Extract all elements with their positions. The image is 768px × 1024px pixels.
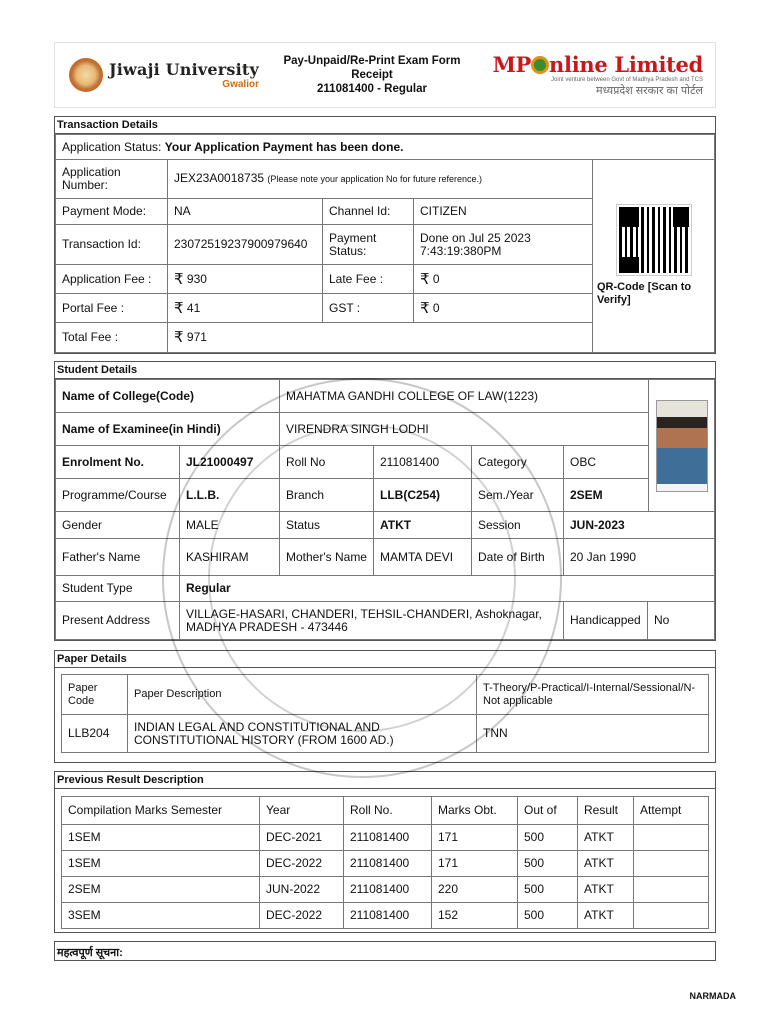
mponline-subtitle: Joint venture between Govt of Madhya Pradesh and TCS (551, 77, 703, 83)
transaction-details-section (54, 116, 716, 354)
qr-code-icon[interactable] (617, 205, 691, 275)
sem-label: Sem./Year (472, 479, 564, 512)
address-label: Present Address (56, 602, 180, 640)
result-cell: 211081400 (344, 825, 432, 851)
total-fee-label: Total Fee : (56, 323, 168, 353)
student-details-section (54, 361, 716, 641)
student-photo (656, 400, 708, 492)
rupee-icon: ₹ (174, 329, 184, 346)
father-label: Father's Name (56, 539, 180, 576)
mponline-logo (485, 52, 715, 98)
portal-fee-value: 41 (186, 300, 201, 315)
txn-value: 23072519237900979640 (168, 225, 323, 265)
section-title: Previous Result Description (55, 772, 715, 789)
category-label: Category (472, 446, 564, 479)
app-no-value: JEX23A0018735 (174, 171, 265, 185)
status-value: ATKT (374, 512, 472, 539)
university-city: Gwalior (222, 79, 259, 90)
result-cell: 500 (518, 877, 578, 903)
status-label: Status (280, 512, 374, 539)
sem-value: 2SEM (564, 479, 649, 512)
gst-label: GST : (323, 294, 414, 323)
rupee-icon: ₹ (420, 270, 430, 288)
result-header: Marks Obt. (432, 797, 518, 825)
college-label: Name of College(Code) (56, 380, 280, 413)
result-cell: 211081400 (344, 903, 432, 929)
result-cell: 500 (518, 903, 578, 929)
result-header-row (62, 797, 709, 825)
result-header: Compilation Marks Semester (62, 797, 260, 825)
receipt-title-line2: Receipt (351, 69, 393, 81)
txn-label: Transaction Id: (56, 225, 168, 265)
qr-caption: QR-Code [Scan to Verify] (597, 281, 692, 306)
category-value: OBC (564, 446, 649, 479)
result-cell (634, 903, 709, 929)
app-no-label: Application Number: (56, 160, 168, 199)
app-fee-value: 930 (186, 271, 207, 286)
status-label: Application Status: (62, 139, 162, 154)
result-cell: 3SEM (62, 903, 260, 929)
paper-type: TNN (477, 715, 709, 753)
result-cell: ATKT (578, 903, 634, 929)
table-row (62, 825, 709, 851)
result-cell: ATKT (578, 825, 634, 851)
late-fee-value: 0 (432, 271, 440, 286)
college-value: MAHATMA GANDHI COLLEGE OF LAW(1223) (280, 380, 649, 413)
app-fee-label: Application Fee : (56, 265, 168, 294)
result-header: Year (260, 797, 344, 825)
handicapped-label: Handicapped (564, 602, 648, 640)
result-header: Out of (518, 797, 578, 825)
application-status (56, 135, 715, 160)
result-cell: JUN-2022 (260, 877, 344, 903)
enrolment-label: Enrolment No. (56, 446, 180, 479)
payment-mode-label: Payment Mode: (56, 199, 168, 225)
gender-label: Gender (56, 512, 180, 539)
paper-code-header: Paper Code (62, 675, 128, 715)
student-type-value: Regular (180, 576, 715, 602)
table-row (62, 903, 709, 929)
paper-type-header: T-Theory/P-Practical/I-Internal/Sessional/N-Not applicable (477, 675, 709, 715)
total-fee-value: 971 (186, 330, 207, 344)
table-row (62, 715, 709, 753)
result-cell: 500 (518, 851, 578, 877)
previous-result-section (54, 771, 716, 933)
receipt-title-line3: 211081400 - Regular (317, 83, 427, 95)
examinee-label: Name of Examinee(in Hindi) (56, 413, 280, 446)
result-cell (634, 825, 709, 851)
result-header: Attempt (634, 797, 709, 825)
footer-code: NARMADA (689, 991, 736, 1001)
result-cell: DEC-2021 (260, 825, 344, 851)
university-logo (55, 58, 259, 92)
rupee-icon: ₹ (174, 299, 184, 317)
result-cell (634, 877, 709, 903)
status-value: Your Application Payment has been done. (164, 139, 404, 154)
rupee-icon: ₹ (420, 299, 430, 317)
payment-mode-value: NA (168, 199, 323, 225)
paper-table-wrap (61, 674, 709, 753)
university-name: Jiwaji University (109, 60, 259, 79)
programme-value: L.L.B. (180, 479, 280, 512)
roll-label: Roll No (280, 446, 374, 479)
mponline-mp: MP (492, 52, 532, 77)
examinee-value: VIRENDRA SINGH LODHI (280, 413, 649, 446)
result-table-wrap (61, 796, 709, 929)
important-notice: महत्वपूर्ण सूचना: (54, 941, 716, 961)
result-cell: DEC-2022 (260, 851, 344, 877)
section-title: Transaction Details (55, 117, 715, 134)
roll-value: 211081400 (374, 446, 472, 479)
channel-label: Channel Id: (323, 199, 414, 225)
mponline-rest: nline Limited (549, 52, 703, 77)
result-cell: 211081400 (344, 877, 432, 903)
result-cell: DEC-2022 (260, 903, 344, 929)
result-cell: 1SEM (62, 851, 260, 877)
result-cell: ATKT (578, 851, 634, 877)
result-cell: 171 (432, 825, 518, 851)
result-cell: 211081400 (344, 851, 432, 877)
section-title: Paper Details (55, 651, 715, 668)
qr-cell (593, 160, 715, 353)
receipt-title-line1: Pay-Unpaid/Re-Print Exam Form (283, 55, 461, 67)
student-type-label: Student Type (56, 576, 180, 602)
table-row (62, 877, 709, 903)
session-value: JUN-2023 (564, 512, 715, 539)
mponline-o-icon (531, 56, 549, 74)
dob-value: 20 Jan 1990 (564, 539, 715, 576)
result-cell: 500 (518, 825, 578, 851)
address-value: VILLAGE-HASARI, CHANDERI, TEHSIL-CHANDERI, Ashoknagar, MADHYA PRADESH - 473446 (180, 602, 564, 640)
handicapped-value: No (648, 602, 715, 640)
photo-cell (649, 380, 715, 512)
result-cell: ATKT (578, 877, 634, 903)
result-cell: 1SEM (62, 825, 260, 851)
channel-value: CITIZEN (414, 199, 593, 225)
result-header: Result (578, 797, 634, 825)
section-title: Student Details (55, 362, 715, 379)
rupee-icon: ₹ (174, 270, 184, 288)
paper-desc: INDIAN LEGAL AND CONSTITUTIONAL AND CONSTITUTIONAL HISTORY (FROM 1600 AD.) (128, 715, 477, 753)
app-no-note: (Please note your application No for future reference.) (267, 174, 483, 184)
branch-value: LLB(C254) (374, 479, 472, 512)
branch-label: Branch (280, 479, 374, 512)
mponline-hindi: मध्यप्रदेश सरकार का पोर्टल (596, 85, 703, 97)
mother-value: MAMTA DEVI (374, 539, 472, 576)
university-seal-icon (69, 58, 103, 92)
father-value: KASHIRAM (180, 539, 280, 576)
result-cell: 2SEM (62, 877, 260, 903)
paper-desc-header: Paper Description (128, 675, 477, 715)
gst-value: 0 (432, 300, 440, 315)
pay-status-label: Payment Status: (323, 225, 414, 265)
gender-value: MALE (180, 512, 280, 539)
enrolment-value: JL21000497 (180, 446, 280, 479)
receipt-title (259, 54, 485, 96)
result-header: Roll No. (344, 797, 432, 825)
portal-fee-label: Portal Fee : (56, 294, 168, 323)
result-cell: 152 (432, 903, 518, 929)
pay-status-value: Done on Jul 25 2023 7:43:19:380PM (414, 225, 593, 265)
result-cell: 220 (432, 877, 518, 903)
paper-code: LLB204 (62, 715, 128, 753)
result-cell (634, 851, 709, 877)
programme-label: Programme/Course (56, 479, 180, 512)
receipt-header (54, 42, 716, 108)
late-fee-label: Late Fee : (323, 265, 414, 294)
session-label: Session (472, 512, 564, 539)
result-cell: 171 (432, 851, 518, 877)
mother-label: Mother's Name (280, 539, 374, 576)
dob-label: Date of Birth (472, 539, 564, 576)
table-row (62, 851, 709, 877)
paper-details-section (54, 650, 716, 763)
